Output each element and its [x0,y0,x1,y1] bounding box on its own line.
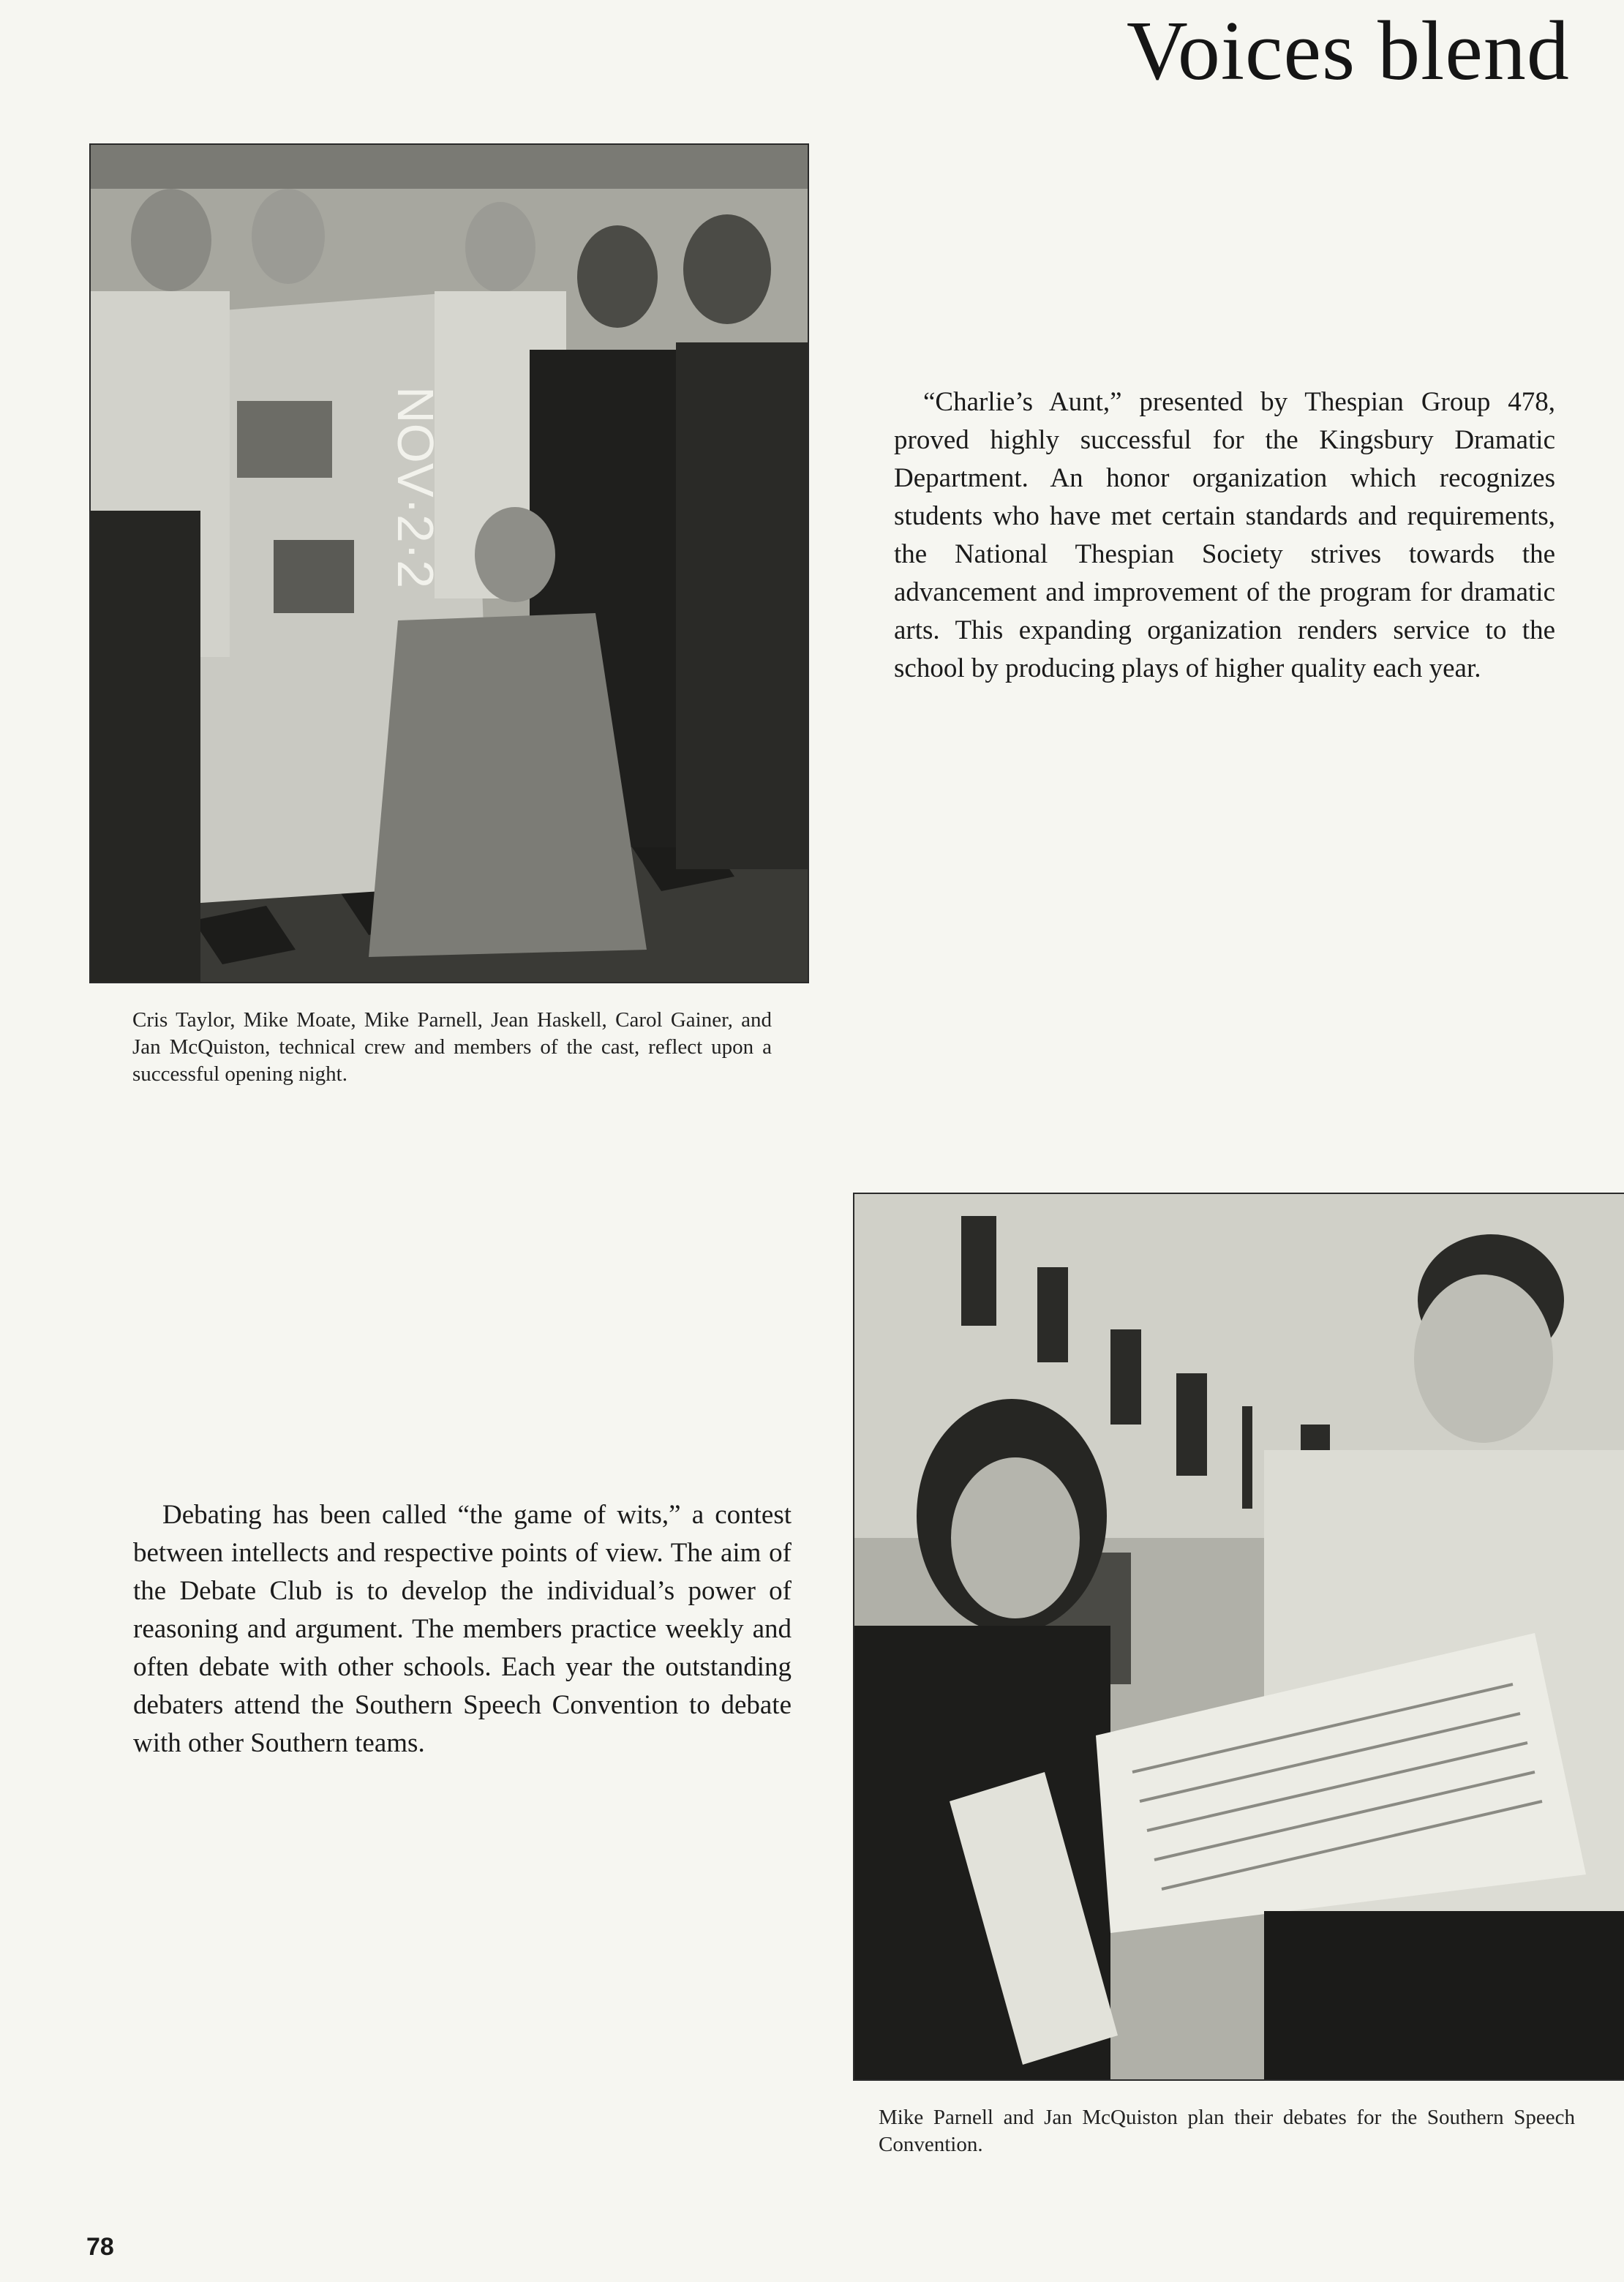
debate-photo [853,1193,1624,2081]
page-number: 78 [86,2233,114,2261]
thespian-paragraph: “Charlie’s Aunt,” presented by Thespian Group 478, proved highly successful for the Kingsbury Dramatic Department. An honor organization which recognizes students who have met certain standards and requirements, the National Thespian Society strives towards the advancement and improvement of the program for dramatic arts. This expanding organization renders service to the school by producing plays of higher quality each year. [894,387,1555,683]
debate-caption: Mike Parnell and Jan McQuiston plan their debates for the Southern Speech Convention. [879,2106,1575,2156]
page-title: Voices blend [1127,4,1570,98]
thespian-photo [89,143,809,983]
poster-date-text: NOV·2·2 [387,386,444,589]
thespian-caption: Cris Taylor, Mike Moate, Mike Parnell, Jean Haskell, Carol Gainer, and Jan McQuiston, technical crew and members of the cast, reflect upon a successful opening night. [132,1008,772,1086]
debate-paragraph: Debating has been called “the game of wits,” a contest between intellects and respective points of view. The aim of the Debate Club is to develop the individual’s power of reasoning and argument. The members practice weekly and often debate with other schools. Each year the outstanding debaters attend the Southern Speech Convention to debate with other Southern teams. [133,1500,792,1758]
